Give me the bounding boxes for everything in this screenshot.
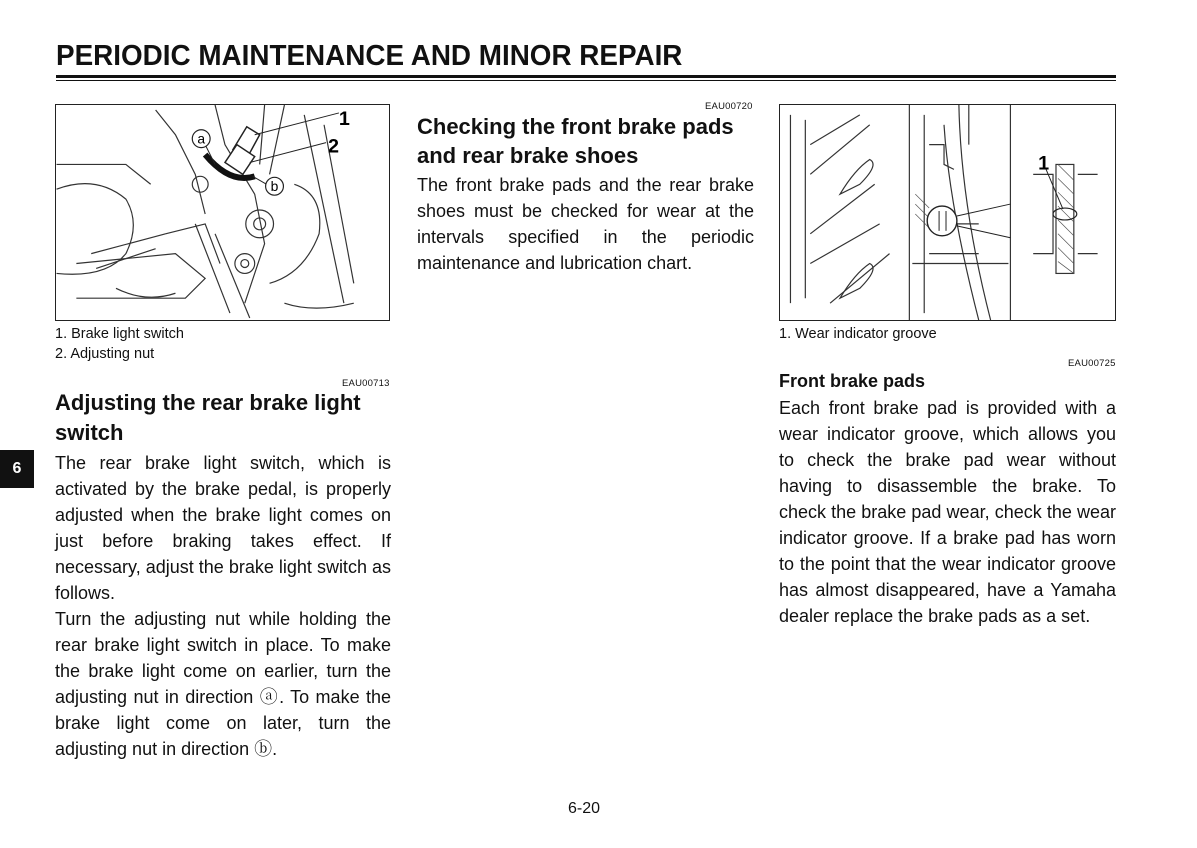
- brake-light-switch-illustration: [56, 105, 389, 320]
- section-code: EAU00713: [342, 378, 390, 389]
- subsection-heading: Front brake pads: [779, 371, 926, 391]
- brake-light-switch-figure: [55, 104, 390, 321]
- section-code: EAU00720: [705, 101, 753, 112]
- section-code: EAU00725: [1068, 358, 1116, 369]
- figure-left-caption-1: 1. Brake light switch: [55, 326, 184, 342]
- section-body: [417, 172, 754, 276]
- chapter-tab: 6: [0, 450, 34, 488]
- callout-1: 1: [338, 107, 350, 130]
- figure-right-caption-1: 1. Wear indicator groove: [779, 326, 937, 342]
- page-number: 6-20: [568, 800, 601, 817]
- section-heading-line2: switch: [55, 420, 124, 445]
- paragraph: Turn the adjusting nut while holding the rear brake light switch in place. To make the brake light come on earlier, turn the adjusting nut in direction ⓐ. To make the brake light come on later, turn the adjusting nut in direction ⓑ.: [55, 609, 391, 759]
- callout-a: a: [197, 130, 206, 147]
- paragraph: Each front brake pad is provided with a wear indicator groove, which allows you to check the brake pad wear without having to disassemble the brake. To check the brake pad wear, check the wear indicator groove. If a brake pad has worn to the point that the wear indicator groove has almost disappeared, have a Yamaha dealer replace the brake pads as a set.: [779, 398, 1116, 626]
- paragraph: The rear brake light switch, which is activated by the brake pedal, is properly adjusted when the brake light comes on just before braking takes effect. If necessary, adjust the brake light switch as follows.: [55, 453, 391, 603]
- header-rule-thick: [56, 75, 1116, 78]
- page-title: PERIODIC MAINTENANCE AND MINOR REPAIR: [56, 40, 683, 72]
- figure-left-caption-2: 2. Adjusting nut: [55, 346, 155, 362]
- section-heading: Adjusting the rear brake light: [55, 390, 361, 415]
- section-body: [779, 395, 1116, 629]
- brake-pad-figure: [779, 104, 1116, 321]
- section-heading-line2: and rear brake shoes: [417, 143, 639, 168]
- callout-b: b: [270, 178, 279, 195]
- callout-1: 1: [1038, 152, 1050, 175]
- header-rule-thin: [56, 80, 1116, 81]
- section-body: [55, 450, 391, 762]
- paragraph: The front brake pads and the rear brake shoes must be checked for wear at the intervals specified in the periodic maintenance and lubrication chart.: [417, 175, 754, 273]
- section-heading: Checking the front brake pads: [417, 114, 734, 139]
- brake-pad-illustration: [780, 105, 1115, 320]
- callout-2: 2: [328, 135, 340, 158]
